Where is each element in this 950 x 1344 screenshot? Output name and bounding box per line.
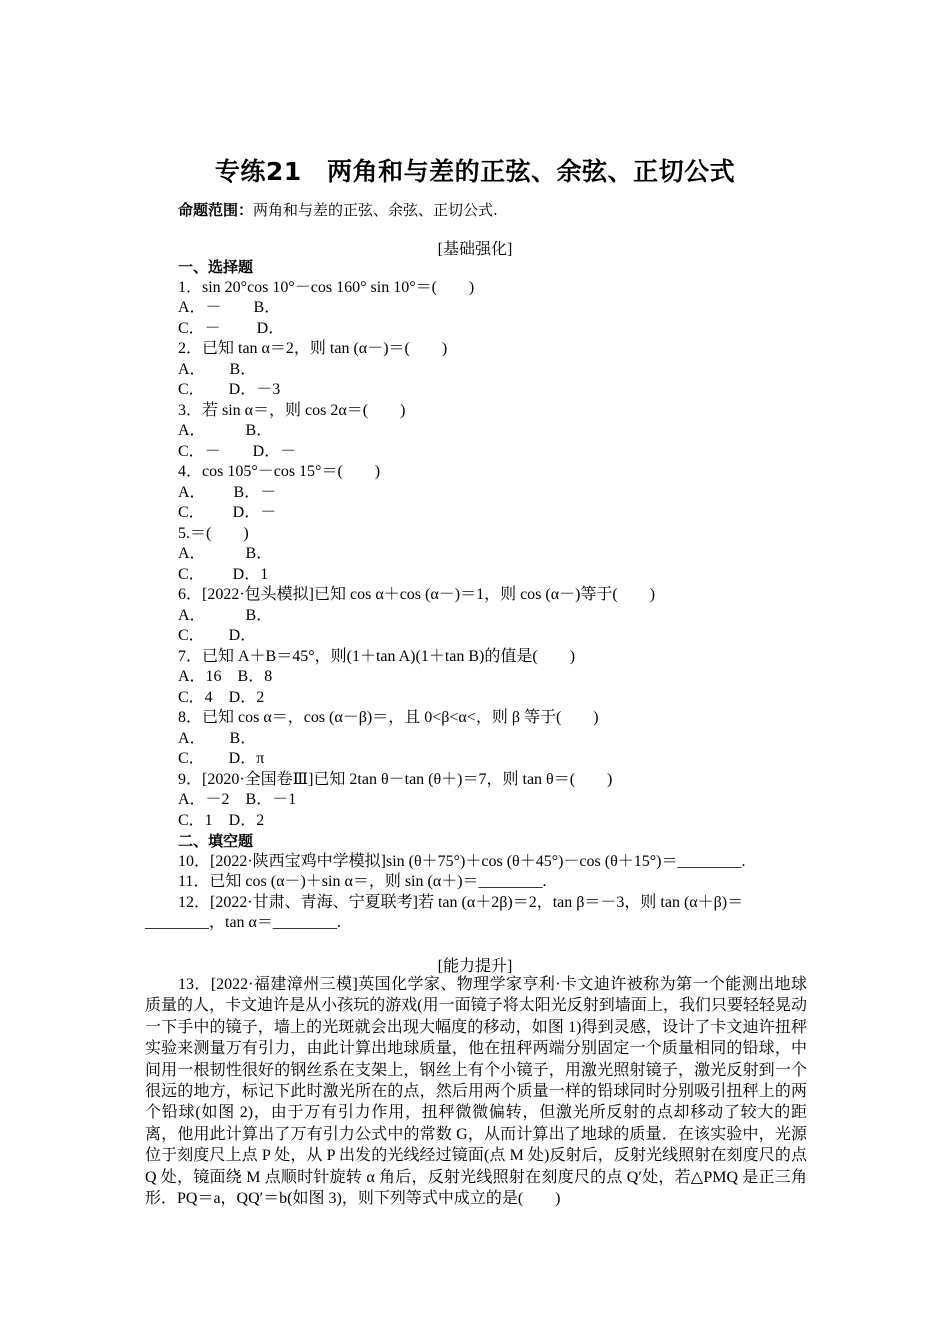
question-line: 5.＝( ): [178, 525, 249, 542]
option-line: C．4 D．2: [178, 689, 265, 706]
option-line: A． B．: [178, 545, 273, 562]
option-line: C． D．: [178, 627, 257, 644]
option-line: A． B．: [178, 730, 257, 747]
option-line: C． D．－: [178, 504, 277, 521]
heading-fill: 二、填空题: [178, 832, 254, 850]
option-line: C． D．－3: [178, 381, 281, 398]
fill-question-line: 11．已知 cos (α－)＋sin α＝，则 sin (α＋)＝________.: [178, 873, 547, 890]
option-line: C． D．π: [178, 750, 265, 767]
section-basic: [基础强化]: [437, 241, 513, 258]
question-line: 9．[2020·全国卷Ⅲ]已知 2tan θ－tan (θ＋)＝7，则 tan θ＝( ): [178, 771, 613, 788]
option-line: A． B．: [178, 607, 273, 624]
fill-question-line: 12．[2022·甘肃、青海、宁夏联考]若 tan (α＋2β)＝2，tan β＝－3，则 tan (α＋β)＝: [178, 894, 744, 911]
option-line: A． B．: [178, 422, 273, 439]
question-line: 4．cos 105°－cos 15°＝( ): [178, 463, 381, 480]
option-line: C．1 D．2: [178, 812, 265, 829]
question-line: 1．sin 20°cos 10°－cos 160° sin 10°＝( ): [178, 279, 475, 296]
fill-question-continuation: ________，tan α＝________.: [145, 914, 341, 931]
option-line: C．－ D．－: [178, 443, 297, 460]
option-line: C．－ D．: [178, 320, 285, 337]
option-line: A． B．－: [178, 484, 277, 501]
question-line: 8．已知 cos α＝，cos (α－β)＝，且 0<β<α<，则 β 等于( ): [178, 709, 599, 726]
option-line: A．－ B．: [178, 299, 281, 316]
section-advanced: [能力提升]: [437, 958, 513, 975]
question-line: 3．若 sin α＝，则 cos 2α＝( ): [178, 402, 406, 419]
option-line: A．16 B．8: [178, 668, 273, 685]
question-line: 2．已知 tan α＝2，则 tan (α－)＝( ): [178, 340, 448, 357]
question-line: 6．[2022·包头模拟]已知 cos α＋cos (α－)＝1，则 cos (α－)等于( ): [178, 586, 656, 603]
question-13-text: 13．[2022·福建漳州三模]英国化学家、物理学家亨利·卡文迪许被称为第一个能测出地球质量的人，卡文迪许是从小孩玩的游戏(用一面镜子将太阳光反射到墙面上，我们只要轻轻晃动一下手中的镜子，墙上的光斑就会出现大幅度的移动，如图 1)得到灵感，设计了卡文迪许扭秤实验来测量万有引力，由此计算出地球质量，他在扭秤两端分别固定一个质量相同的铅球，中间用一根韧性很好的钢丝系在支架上，钢丝上有个小镜子，用激光照射镜子，激光反射到一个很远的地方，标记下此时激光所在的点，然后用两个质量一样的铅球同时分别吸引扭秤上的两个铅球(如图 2)，由于万有引力作用，扭秤微微偏转，但激光所反射的点却移动了较大的距离，他用此计算出了万有引力公式中的常数 G，从而计算出了地球的质量．在该实验中，光源位于刻度尺上点 P 处，从 P 出发的光线经过镜面(点 M 处)反射后，反射光线照射在刻度尺的点 Q 处，镜面绕 M 点顺时针旋转 α 角后，反射光线照射在刻度尺的点 Q′处，若△PMQ 是正三角形．PQ＝a，QQ′＝b(如图 3)，则下列等式中成立的是( ): [145, 976, 807, 1208]
question-line: 7．已知 A＋B＝45°，则(1＋tan A)(1＋tan B)的值是( ): [178, 648, 576, 665]
heading-choice: 一、选择题: [178, 258, 254, 276]
option-line: A． B．: [178, 361, 257, 378]
option-line: A．－2 B．－1: [178, 791, 297, 808]
fill-question-line: 10．[2022·陕西宝鸡中学模拟]sin (θ＋75°)＋cos (θ＋45°)－cos (θ＋15°)＝________.: [178, 853, 746, 870]
page-title: 专练21 两角和与差的正弦、余弦、正切公式: [214, 157, 736, 186]
scope-text: 两角和与差的正弦、余弦、正切公式.: [253, 201, 498, 219]
topic-scope: [178, 199, 498, 220]
scope-label: 命题范围：: [178, 201, 254, 219]
option-line: C． D．1: [178, 566, 269, 583]
